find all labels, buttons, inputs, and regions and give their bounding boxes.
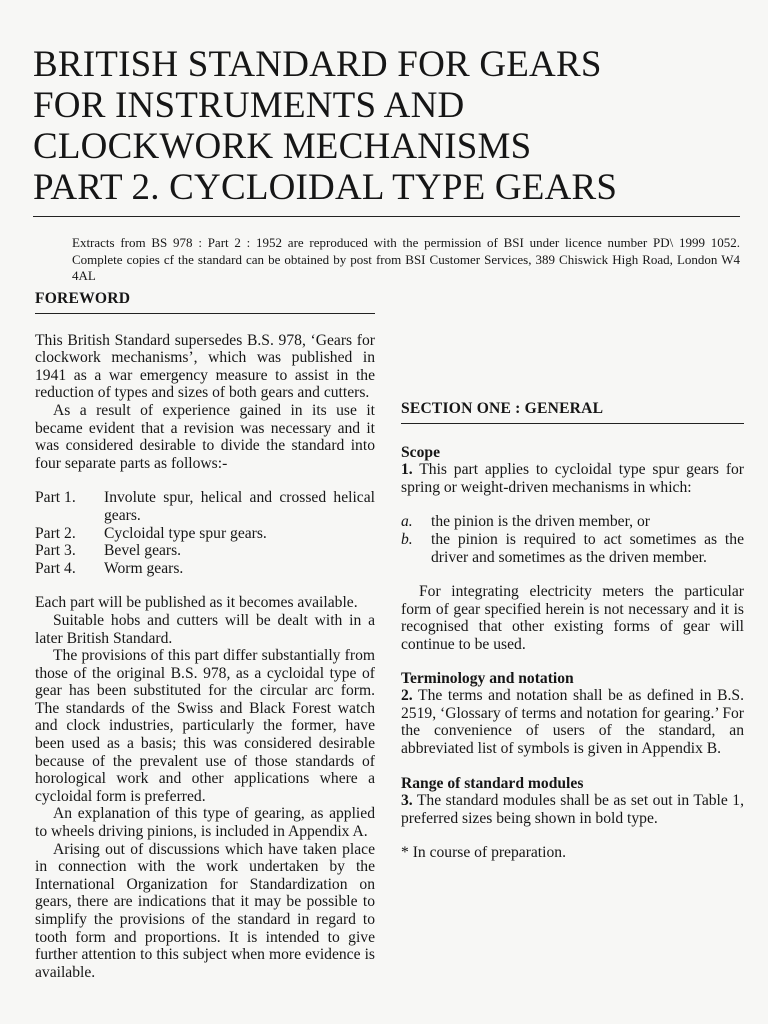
part-description: Involute spur, helical and crossed helical gears.	[104, 489, 375, 524]
list-item	[35, 525, 375, 543]
footnote: * In course of preparation.	[401, 844, 566, 862]
copyright-notice: Extracts from BS 978 : Part 2 : 1952 are reproduced with the permission of BSI under licence number PD\ 1999 1052. Complete copies cf the standard can be obtained by post from BSI Customer Services, 389 Chiswick High Road, London W4 4AL	[72, 235, 740, 283]
part-number: Part 1.	[35, 489, 76, 507]
foreword-paragraph: Arising out of discussions which have taken place in connection with the work undertaken by the International Organization for Standardization on gears, there are indications that it may be possible to simplify the provisions of the standard in regard to tooth form and proportions. It is intended to give further attention to this subject when more evidence is available.	[35, 840, 375, 981]
foreword-paragraph: This British Standard supersedes B.S. 978, ‘Gears for clockwork mechanisms’, which was published in 1941 as a war emergency measure to assist in the reduction of types and sizes of both gears and cutters.	[35, 331, 375, 402]
terminology-paragraph	[401, 687, 744, 757]
scope-paragraph	[401, 461, 744, 496]
clause-text: The terms and notation shall be as defined in B.S. 2519, ‘Glossary of terms and notation for gearing.’ For the convenience of users of the standard, an abbreviated list of symbols is given in Appendix B.	[401, 687, 744, 757]
modules-paragraph	[401, 792, 744, 827]
clause-text: The standard modules shall be as set out in	[416, 792, 690, 810]
modules-heading: Range of standard modules	[401, 774, 584, 792]
title-line: CLOCKWORK MECHANISMS	[33, 126, 532, 167]
clause-number: 2.	[401, 687, 413, 705]
scope-paragraph: For integrating electricity meters the particular form of gear specified herein is not necessary and it is recognised that other existing forms of gear will continue to be used.	[401, 583, 744, 653]
list-item	[35, 489, 375, 524]
conditions-list	[401, 513, 744, 566]
list-item	[401, 531, 744, 566]
foreword-paragraph: As a result of experience gained in its use it became evident that a revision was necessary and it was considered desirable to divide the standard into four separate parts as follows:-	[35, 401, 375, 472]
foreword-paragraph: Each part will be published as it becomes available.	[35, 594, 358, 612]
foreword-paragraph: Suitable hobs and cutters will be dealt with in a later British Standard.	[35, 611, 375, 647]
list-item	[35, 542, 375, 560]
clause-text: This part applies to cycloidal type spur gears for spring or weight-driven mechanisms in which:	[401, 461, 745, 496]
title-line: PART 2. CYCLOIDAL TYPE GEARS	[33, 167, 618, 208]
terminology-heading: Terminology and notation	[401, 669, 574, 687]
clause-number: 1.	[401, 461, 413, 479]
item-key: b.	[401, 530, 413, 548]
item-text: the pinion is the driven member, or	[431, 513, 650, 531]
clause-text: , preferred sizes being shown in bold type.	[401, 792, 744, 827]
part-number: Part 2.	[35, 524, 76, 542]
document-title	[33, 44, 753, 208]
item-key: a.	[401, 513, 413, 531]
right-column	[401, 290, 744, 862]
clause-number: 3.	[401, 792, 413, 810]
part-number: Part 3.	[35, 542, 76, 560]
part-description: Bevel gears.	[104, 542, 182, 560]
section-one-heading: SECTION ONE : GENERAL	[401, 400, 744, 424]
part-number: Part 4.	[35, 559, 76, 577]
item-text: the pinion is required to act sometimes as the driver and sometimes as the driven member.	[431, 530, 744, 566]
left-column	[35, 290, 375, 981]
title-line: FOR INSTRUMENTS AND	[33, 85, 465, 126]
list-item	[401, 513, 744, 531]
title-divider	[33, 216, 740, 217]
parts-list	[35, 489, 375, 577]
foreword-paragraph: The provisions of this part differ substantially from those of the original B.S. 978, as a cycloidal type of gear has been substituted for the circular arc form. The standards of the Swiss and Black Forest watch and clock industries, particularly the former, have been used as a basis; this was considered desirable because of the prevalent use of those standards of horological work and other applications where a cycloidal form is preferred.	[35, 647, 375, 805]
part-description: Worm gears.	[104, 559, 184, 577]
list-item	[35, 560, 375, 578]
scope-heading: Scope	[401, 443, 440, 461]
foreword-paragraph: An explanation of this type of gearing, as applied to wheels driving pinions, is included in Appendix A.	[35, 805, 375, 841]
title-line: BRITISH STANDARD FOR GEARS	[33, 44, 602, 85]
foreword-heading: FOREWORD	[35, 290, 375, 314]
table-reference: Table 1	[693, 792, 741, 810]
part-description: Cycloidal type spur gears.	[104, 524, 267, 542]
